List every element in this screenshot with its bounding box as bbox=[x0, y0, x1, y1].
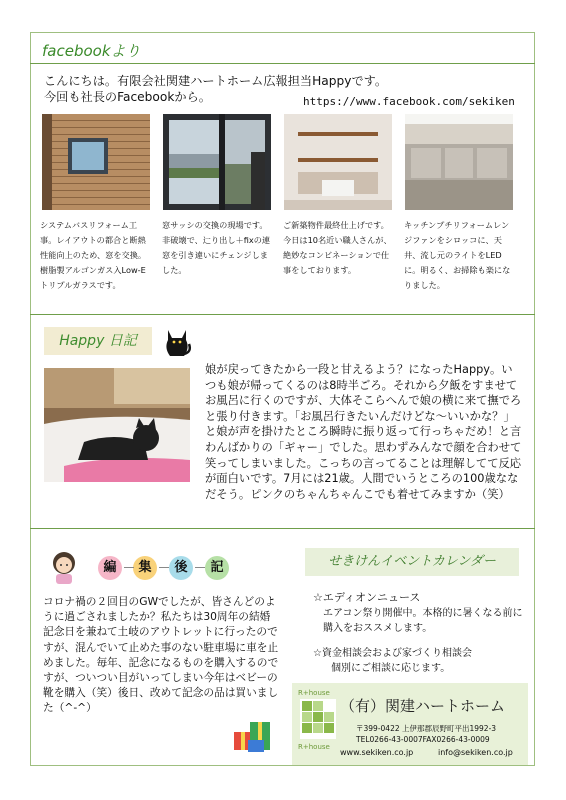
company-address: 〒399-0422 上伊那郡辰野町平出1992-3 bbox=[356, 724, 497, 733]
company-website[interactable]: www.sekiken.co.jp bbox=[340, 748, 414, 757]
section-divider bbox=[30, 314, 535, 315]
gift-boxes-icon bbox=[232, 716, 274, 758]
event-calendar-body bbox=[313, 590, 528, 676]
cat-icon bbox=[162, 326, 192, 362]
editor-title-char: 集 bbox=[138, 560, 152, 575]
editor-avatar-icon bbox=[46, 548, 82, 588]
editor-title-char-1 bbox=[98, 556, 122, 580]
title-connector bbox=[159, 567, 169, 568]
photo-caption-2: 窓サッシの交換の現場です。非破壊で、辷り出し＋fixの連窓を引き違いにチェンジしました。 bbox=[162, 220, 271, 275]
diary-text: 娘が戻ってきたから一段と甘えるよう？になったHappy。いつも娘が帰ってくるのは8時半ごろ。それから夕飯をすませてお風呂に行くのですが、大体そこらへんで娘の横に来て撫でろと張り付きます。「お風呂行きたいんだけどな～いいかな？」と娘が声を掛けたところ瞬時に振り返って行っちゃだめ！と言わんばかりの「ギャー」でした。思わずみんなで顔を合わせて笑ってしまいました。こっちの言ってることは理解してて反応が面白いです。7月には21歳。人間でいうところの100歳ななだそう。ピンクのちゃんちゃんこでも着せてみますか（笑） bbox=[205, 363, 522, 501]
editor-title-char: 後 bbox=[174, 560, 188, 575]
editor-title-char-2 bbox=[133, 556, 157, 580]
logo-text-top: R+house bbox=[298, 689, 330, 697]
logo-text-bottom: R+house bbox=[298, 743, 330, 751]
company-info bbox=[292, 683, 528, 765]
editor-title-char: 編 bbox=[103, 560, 117, 575]
title-connector bbox=[124, 567, 134, 568]
event-calendar-title: せきけんイベントカレンダー bbox=[305, 548, 519, 576]
title-connector bbox=[195, 567, 205, 568]
section-divider bbox=[30, 528, 535, 529]
editor-text: コロナ禍の２回目のGWでしたが、皆さんどのように過ごされましたか？私たちは30周年の結婚記念日を兼ねて土岐のアウトレットに行ったのですが、混んでいて止めた事のない駐車場に車を止めました。毎年、記念になるものを購入するのですが、ついつい目がいってしまい今年はベビーの靴を購入（笑）後日、改めて記念の品は買いました（^-^） bbox=[43, 595, 279, 715]
rhouse-logo-icon bbox=[300, 699, 336, 743]
event-1-text: エアコン祭り開催中。本格的に暑くなる前に購入をおススメします。 bbox=[323, 608, 523, 634]
section-divider bbox=[30, 63, 535, 64]
intro-line-1: こんにちは。有限会社関建ハートホーム広報担当Happyです。 bbox=[44, 74, 388, 88]
event-1-title: ☆エディオンニュース bbox=[313, 591, 421, 604]
photo-bathroom-window bbox=[42, 114, 150, 210]
company-name: （有）関建ハートホーム bbox=[340, 697, 506, 715]
photo-caption-3: ご新築物件最終仕上げです。今日は10名近い職人さんが、絶妙なコンビネーションで仕事をしております。 bbox=[283, 220, 392, 275]
facebook-url[interactable]: https://www.facebook.com/sekiken bbox=[303, 95, 515, 108]
photo-caption-1: システムバスリフォーム工事。レイアウトの都合と断熱性能向上のため、窓を交換。樹脂製アルゴンガス入Low-Eトリプルガラスです。 bbox=[40, 220, 147, 290]
photo-caption-4: キッチンプチリフォームレンジファンをシロッコに、天井、流し元のライトをLEDに。明るく、お掃除も楽になりました。 bbox=[404, 220, 511, 290]
event-2-title: ☆資金相談会および家づくり相談会 bbox=[313, 648, 472, 659]
intro-line-2: 今回も社長のFacebookから。 bbox=[44, 90, 211, 104]
photo-happy-cat bbox=[44, 368, 190, 482]
event-2-text: 個別にご相談に応じます。 bbox=[331, 663, 451, 674]
company-phone: TEL0266-43-0007FAX0266-43-0009 bbox=[356, 735, 490, 744]
photo-window-sash bbox=[163, 114, 271, 210]
company-email[interactable]: info@sekiken.co.jp bbox=[438, 748, 513, 757]
editor-title-char-3 bbox=[169, 556, 193, 580]
photo-kitchen-reform bbox=[405, 114, 513, 210]
facebook-section-title: facebookより bbox=[42, 42, 141, 60]
editor-title-char: 記 bbox=[210, 560, 224, 575]
photo-new-build-interior bbox=[284, 114, 392, 210]
diary-title: Happy 日記 bbox=[44, 327, 152, 355]
editor-title-char-4 bbox=[205, 556, 229, 580]
